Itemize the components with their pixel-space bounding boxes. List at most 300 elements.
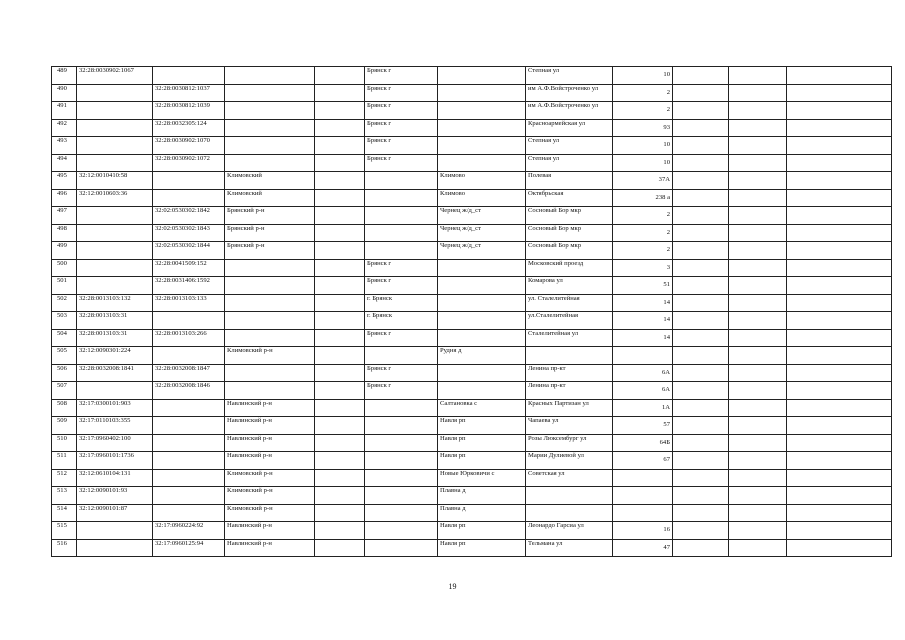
table-cell: Климовский р-н <box>225 347 315 365</box>
table-cell: 510 <box>52 434 77 452</box>
table-cell <box>225 137 315 155</box>
table-cell <box>613 487 673 505</box>
table-cell <box>673 329 729 347</box>
table-cell: 2 <box>613 242 673 260</box>
table-cell <box>77 277 153 295</box>
table-cell <box>787 364 892 382</box>
table-cell <box>225 154 315 172</box>
table-cell <box>315 119 365 137</box>
table-cell <box>315 207 365 225</box>
table-cell: 32:28:0013103:132 <box>77 294 153 312</box>
table-cell <box>673 259 729 277</box>
table-cell <box>787 84 892 102</box>
table-cell <box>365 487 438 505</box>
table-cell <box>729 277 787 295</box>
table-cell: Навля рп <box>438 539 526 557</box>
table-cell: Брянский р-н <box>225 207 315 225</box>
table-cell: 32:28:0013103:31 <box>77 312 153 330</box>
table-cell: Сосновый Бор мкр <box>526 224 613 242</box>
table-cell <box>787 154 892 172</box>
table-row <box>52 312 892 330</box>
table-cell: Климово <box>438 172 526 190</box>
table-cell: Климовский р-н <box>225 469 315 487</box>
table-cell <box>673 119 729 137</box>
table-cell <box>153 67 225 85</box>
table-cell: Климовский <box>225 172 315 190</box>
table-cell <box>438 277 526 295</box>
table-cell <box>438 137 526 155</box>
table-cell <box>153 434 225 452</box>
table-cell <box>613 347 673 365</box>
table-cell: 2 <box>613 102 673 120</box>
table-cell <box>77 119 153 137</box>
table-cell: Розы Люксембург ул <box>526 434 613 452</box>
table-cell: 495 <box>52 172 77 190</box>
table-cell <box>787 452 892 470</box>
table-cell <box>613 504 673 522</box>
table-row <box>52 364 892 382</box>
table-cell <box>365 207 438 225</box>
table-cell: 499 <box>52 242 77 260</box>
table-cell <box>526 487 613 505</box>
table-cell <box>365 452 438 470</box>
table-cell <box>225 277 315 295</box>
table-row <box>52 329 892 347</box>
table-cell <box>729 539 787 557</box>
table-cell <box>729 452 787 470</box>
table-cell: 6А <box>613 364 673 382</box>
table-cell: Навлинский р-н <box>225 452 315 470</box>
table-cell: 32:02:0530302:1842 <box>153 207 225 225</box>
table-cell <box>153 469 225 487</box>
table-cell <box>729 487 787 505</box>
table-cell <box>438 67 526 85</box>
table-cell <box>438 329 526 347</box>
table-cell: Сосновый Бор мкр <box>526 207 613 225</box>
table-cell: Брянск г <box>365 119 438 137</box>
table-cell <box>77 224 153 242</box>
table-cell <box>729 399 787 417</box>
table-cell: Красных Партизан ул <box>526 399 613 417</box>
table-cell <box>787 399 892 417</box>
table-cell <box>153 347 225 365</box>
register-table-body <box>52 67 892 557</box>
table-cell: Степная ул <box>526 137 613 155</box>
table-cell: 501 <box>52 277 77 295</box>
table-cell: Московский проезд <box>526 259 613 277</box>
table-cell: Климово <box>438 189 526 207</box>
table-cell: 32:28:0030902:1067 <box>77 67 153 85</box>
table-cell <box>153 189 225 207</box>
table-cell <box>673 207 729 225</box>
table-cell <box>729 469 787 487</box>
table-cell: Советская ул <box>526 469 613 487</box>
table-cell <box>77 382 153 400</box>
table-cell: 2 <box>613 84 673 102</box>
table-row <box>52 417 892 435</box>
table-cell: 32:17:0960224:92 <box>153 522 225 540</box>
table-cell: 238 а <box>613 189 673 207</box>
table-cell: Брянск г <box>365 364 438 382</box>
table-cell: Новые Юрковичи с <box>438 469 526 487</box>
table-cell: Брянск г <box>365 84 438 102</box>
table-cell <box>787 294 892 312</box>
table-cell <box>673 452 729 470</box>
table-cell <box>787 312 892 330</box>
table-cell <box>673 469 729 487</box>
table-row <box>52 154 892 172</box>
table-cell: 32:28:0030902:1070 <box>153 137 225 155</box>
table-cell <box>787 522 892 540</box>
table-cell: им А.Ф.Войстроченко ул <box>526 84 613 102</box>
table-cell: 10 <box>613 154 673 172</box>
table-cell <box>365 347 438 365</box>
table-cell <box>673 417 729 435</box>
table-cell <box>315 434 365 452</box>
table-cell <box>729 522 787 540</box>
table-cell <box>365 539 438 557</box>
table-cell <box>365 417 438 435</box>
table-cell: 32:17:0960125:94 <box>153 539 225 557</box>
table-cell <box>438 154 526 172</box>
table-cell: 14 <box>613 329 673 347</box>
table-cell <box>315 364 365 382</box>
table-cell: Плавна д <box>438 487 526 505</box>
table-cell: Брянск г <box>365 102 438 120</box>
table-cell <box>673 487 729 505</box>
table-cell: Рудня д <box>438 347 526 365</box>
table-cell: 32:28:0030812:1037 <box>153 84 225 102</box>
table-cell: 6А <box>613 382 673 400</box>
table-cell <box>787 347 892 365</box>
table-cell <box>673 434 729 452</box>
table-cell: Брянск г <box>365 154 438 172</box>
table-cell <box>673 294 729 312</box>
table-row <box>52 347 892 365</box>
table-cell <box>729 137 787 155</box>
table-cell <box>315 154 365 172</box>
table-cell: Сталелитейная ул <box>526 329 613 347</box>
table-cell <box>365 399 438 417</box>
table-cell <box>225 119 315 137</box>
table-cell <box>315 469 365 487</box>
table-cell: 492 <box>52 119 77 137</box>
table-row <box>52 119 892 137</box>
table-cell: Брянск г <box>365 259 438 277</box>
table-cell <box>315 277 365 295</box>
table-cell: 491 <box>52 102 77 120</box>
table-cell <box>438 382 526 400</box>
table-cell: 57 <box>613 417 673 435</box>
table-cell <box>315 452 365 470</box>
table-cell: 32:17:0960101:1736 <box>77 452 153 470</box>
table-cell <box>153 452 225 470</box>
table-cell: 32:17:0110103:355 <box>77 417 153 435</box>
table-cell <box>729 347 787 365</box>
table-row <box>52 189 892 207</box>
table-cell: Навля рп <box>438 417 526 435</box>
table-cell: Чернец ж/д_ст <box>438 242 526 260</box>
table-cell <box>438 294 526 312</box>
table-cell <box>315 259 365 277</box>
table-cell <box>526 504 613 522</box>
table-cell <box>673 102 729 120</box>
table-cell <box>225 329 315 347</box>
table-row <box>52 434 892 452</box>
table-row <box>52 242 892 260</box>
table-row <box>52 487 892 505</box>
table-row <box>52 102 892 120</box>
table-cell: 14 <box>613 294 673 312</box>
table-cell: 516 <box>52 539 77 557</box>
table-cell: Брянск г <box>365 329 438 347</box>
table-cell: Сосновый Бор мкр <box>526 242 613 260</box>
table-cell: Климовский <box>225 189 315 207</box>
table-cell <box>787 259 892 277</box>
table-cell: Степная ул <box>526 154 613 172</box>
table-cell: Навлинский р-н <box>225 522 315 540</box>
table-cell: Красноармейская ул <box>526 119 613 137</box>
table-cell: Леонардо Гарсиа ул <box>526 522 613 540</box>
table-cell: Климовский р-н <box>225 487 315 505</box>
table-cell <box>225 364 315 382</box>
table-cell: 32:12:0090101:87 <box>77 504 153 522</box>
table-cell: Брянский р-н <box>225 224 315 242</box>
table-cell <box>787 487 892 505</box>
table-cell: 502 <box>52 294 77 312</box>
table-cell: Навлинский р-н <box>225 417 315 435</box>
table-cell <box>673 84 729 102</box>
table-cell <box>365 469 438 487</box>
table-cell: 32:17:0300101:903 <box>77 399 153 417</box>
table-cell: 32:17:0960402:100 <box>77 434 153 452</box>
table-cell: 32:28:0032008:1841 <box>77 364 153 382</box>
table-cell <box>365 434 438 452</box>
table-cell: 512 <box>52 469 77 487</box>
table-cell: 504 <box>52 329 77 347</box>
table-cell: 503 <box>52 312 77 330</box>
table-cell <box>77 522 153 540</box>
table-cell <box>153 399 225 417</box>
table-cell: 32:02:0530302:1844 <box>153 242 225 260</box>
table-cell: Навлинский р-н <box>225 434 315 452</box>
table-cell: 32:28:0013103:31 <box>77 329 153 347</box>
table-cell <box>315 504 365 522</box>
page-number: 19 <box>448 582 457 591</box>
table-cell <box>673 382 729 400</box>
table-cell: 496 <box>52 189 77 207</box>
table-cell <box>315 224 365 242</box>
table-cell <box>438 102 526 120</box>
table-cell: Полевая <box>526 172 613 190</box>
table-cell <box>315 312 365 330</box>
table-cell <box>315 329 365 347</box>
table-cell: 32:28:0032305:124 <box>153 119 225 137</box>
table-cell: 32:28:0013103:133 <box>153 294 225 312</box>
table-cell: 500 <box>52 259 77 277</box>
table-cell <box>77 137 153 155</box>
table-cell <box>153 172 225 190</box>
table-cell: 497 <box>52 207 77 225</box>
table-cell <box>315 137 365 155</box>
table-cell <box>729 312 787 330</box>
table-row <box>52 452 892 470</box>
table-cell <box>729 102 787 120</box>
table-cell <box>225 259 315 277</box>
table-cell <box>787 172 892 190</box>
table-cell: 51 <box>613 277 673 295</box>
table-cell <box>673 67 729 85</box>
table-cell <box>225 382 315 400</box>
table-row <box>52 224 892 242</box>
table-cell: 93 <box>613 119 673 137</box>
table-row <box>52 277 892 295</box>
table-cell: Чернец ж/д_ст <box>438 224 526 242</box>
table-row <box>52 172 892 190</box>
table-cell <box>365 189 438 207</box>
table-cell <box>438 259 526 277</box>
table-cell: 2 <box>613 207 673 225</box>
table-cell <box>787 242 892 260</box>
table-cell <box>787 207 892 225</box>
table-cell <box>787 102 892 120</box>
table-cell <box>315 102 365 120</box>
table-cell: 505 <box>52 347 77 365</box>
table-cell <box>729 67 787 85</box>
table-cell: 32:28:0030902:1072 <box>153 154 225 172</box>
table-cell: 32:12:0010410:58 <box>77 172 153 190</box>
table-cell <box>365 224 438 242</box>
table-cell <box>673 504 729 522</box>
table-cell <box>673 364 729 382</box>
table-cell: 506 <box>52 364 77 382</box>
table-cell: Климовский р-н <box>225 504 315 522</box>
table-cell <box>315 399 365 417</box>
table-cell <box>673 522 729 540</box>
table-cell <box>787 224 892 242</box>
table-cell <box>153 504 225 522</box>
table-cell <box>673 154 729 172</box>
table-cell: 513 <box>52 487 77 505</box>
table-cell <box>365 504 438 522</box>
table-cell <box>787 504 892 522</box>
table-cell: Ленина пр-кт <box>526 364 613 382</box>
table-cell: Брянский р-н <box>225 242 315 260</box>
table-cell: 511 <box>52 452 77 470</box>
table-cell: г. Брянск <box>365 294 438 312</box>
table-cell: 37А <box>613 172 673 190</box>
table-cell <box>729 504 787 522</box>
table-cell: 509 <box>52 417 77 435</box>
table-cell: 2 <box>613 224 673 242</box>
table-cell: Марии Дулиевой ул <box>526 452 613 470</box>
table-cell <box>729 434 787 452</box>
table-cell: Чапаева ул <box>526 417 613 435</box>
table-cell <box>365 172 438 190</box>
table-cell: 10 <box>613 67 673 85</box>
table-cell <box>77 84 153 102</box>
table-cell: Брянск г <box>365 277 438 295</box>
table-cell <box>729 119 787 137</box>
table-row <box>52 294 892 312</box>
table-cell: Навлинский р-н <box>225 539 315 557</box>
table-cell <box>787 119 892 137</box>
table-cell: Степная ул <box>526 67 613 85</box>
table-cell: Брянск г <box>365 382 438 400</box>
table-cell <box>438 312 526 330</box>
table-cell: 47 <box>613 539 673 557</box>
table-cell: 32:28:0041509:152 <box>153 259 225 277</box>
table-cell <box>673 224 729 242</box>
table-cell <box>787 469 892 487</box>
table-cell: 490 <box>52 84 77 102</box>
table-cell <box>225 294 315 312</box>
table-cell: 32:28:0030812:1039 <box>153 102 225 120</box>
table-cell <box>315 294 365 312</box>
table-cell <box>77 242 153 260</box>
table-cell <box>673 137 729 155</box>
table-cell: 514 <box>52 504 77 522</box>
table-cell <box>787 277 892 295</box>
table-cell <box>787 137 892 155</box>
table-cell <box>225 312 315 330</box>
table-cell <box>315 382 365 400</box>
table-cell <box>315 522 365 540</box>
table-row <box>52 399 892 417</box>
table-row <box>52 84 892 102</box>
table-cell <box>315 417 365 435</box>
table-cell <box>526 347 613 365</box>
table-cell: 515 <box>52 522 77 540</box>
table-cell <box>673 277 729 295</box>
table-row <box>52 539 892 557</box>
table-cell: 14 <box>613 312 673 330</box>
table-cell <box>315 539 365 557</box>
table-cell: Навлинский р-н <box>225 399 315 417</box>
table-cell <box>77 207 153 225</box>
table-cell: 493 <box>52 137 77 155</box>
table-cell <box>729 154 787 172</box>
table-cell <box>153 487 225 505</box>
table-cell <box>77 154 153 172</box>
table-cell: 489 <box>52 67 77 85</box>
table-cell <box>365 522 438 540</box>
table-cell <box>729 172 787 190</box>
table-cell <box>673 347 729 365</box>
table-cell: Брянск г <box>365 67 438 85</box>
table-cell: 32:12:0610104:131 <box>77 469 153 487</box>
table-cell: Брянск г <box>365 137 438 155</box>
table-cell <box>77 259 153 277</box>
table-cell: Чернец ж/д_ст <box>438 207 526 225</box>
table-row <box>52 207 892 225</box>
table-cell <box>673 242 729 260</box>
table-cell: 32:12:0090101:93 <box>77 487 153 505</box>
table-row <box>52 67 892 85</box>
table-cell <box>315 189 365 207</box>
table-cell <box>729 189 787 207</box>
table-cell: г. Брянск <box>365 312 438 330</box>
table-cell <box>225 102 315 120</box>
table-cell: 508 <box>52 399 77 417</box>
table-row <box>52 137 892 155</box>
table-cell <box>729 382 787 400</box>
table-cell <box>729 242 787 260</box>
table-cell: 32:02:0530302:1843 <box>153 224 225 242</box>
table-cell <box>225 84 315 102</box>
table-cell: 507 <box>52 382 77 400</box>
table-cell: Навля рп <box>438 434 526 452</box>
